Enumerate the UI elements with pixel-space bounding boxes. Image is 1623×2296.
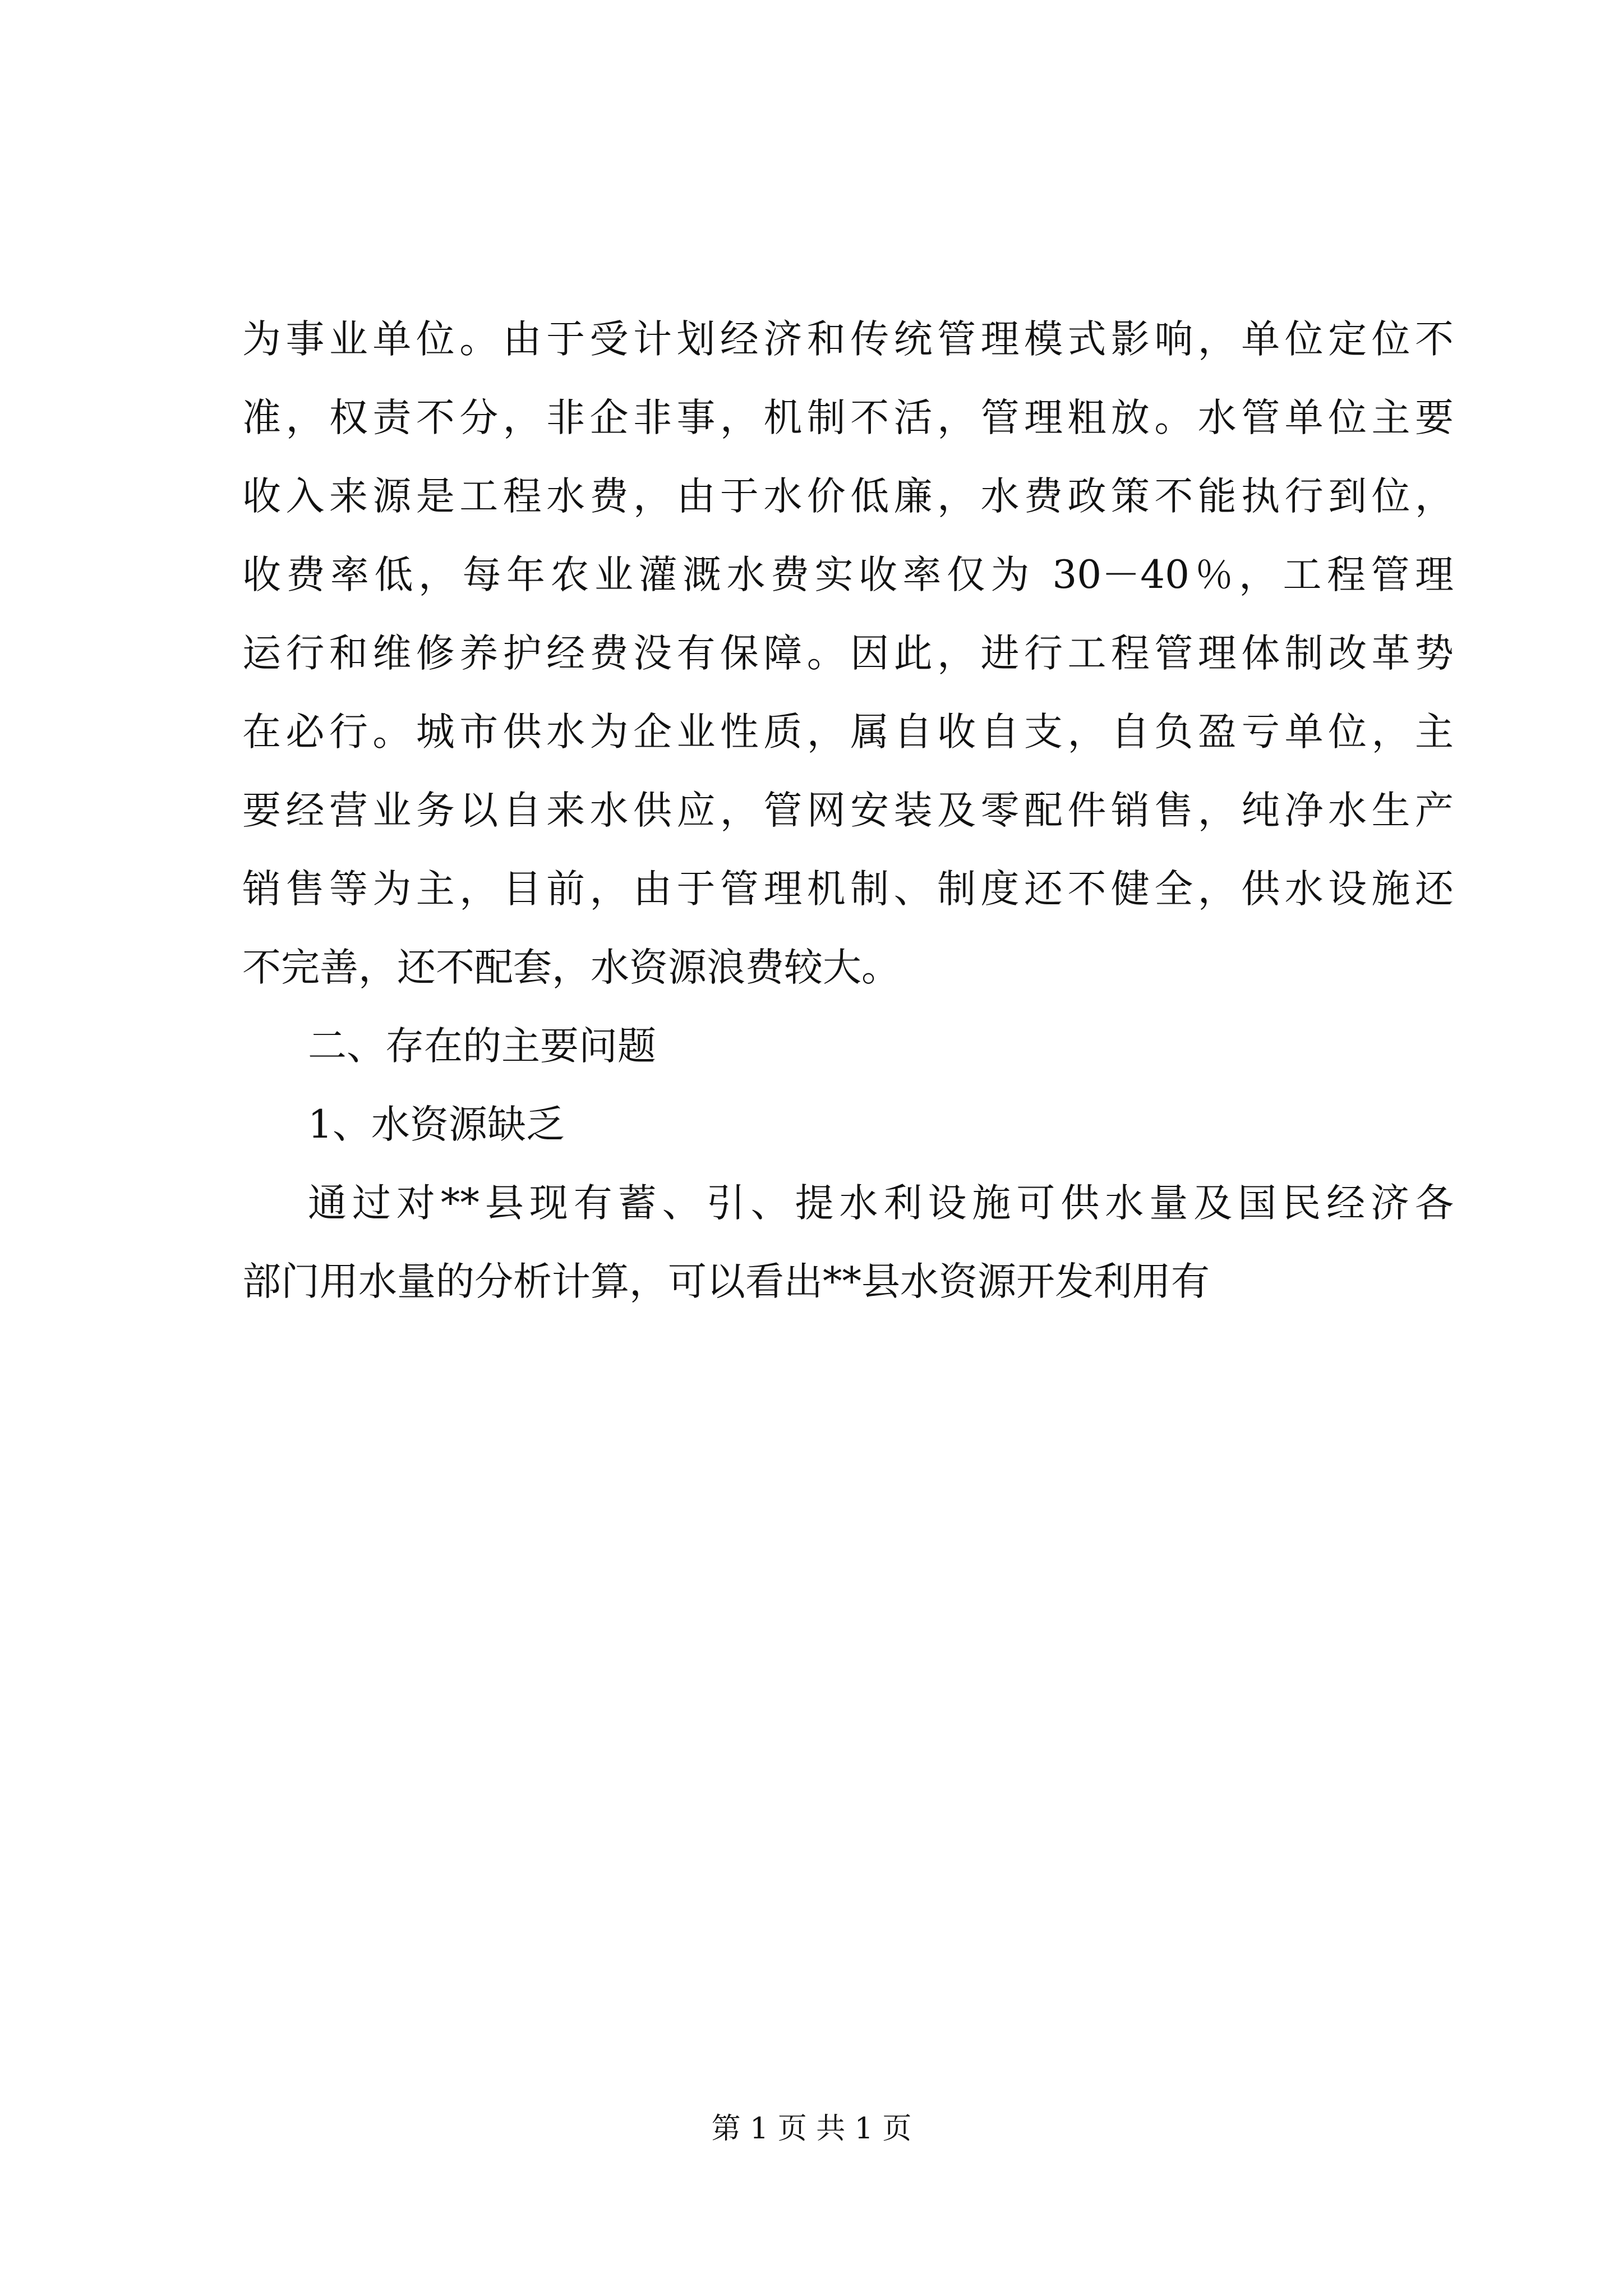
paragraph-1-line-7: 要经营业务以自来水供应，管网安装及零配件销售，纯净水生产 (242, 788, 1454, 833)
paragraph-1-line-2: 准，权责不分，非企非事，机制不活，管理粗放。水管单位主要 (242, 395, 1454, 440)
page-number-footer: 第 1 页 共 1 页 (711, 2112, 912, 2146)
paragraph-2-line-1: 通过对**县现有蓄、引、提水利设施可供水量及国民经济各 (308, 1181, 1454, 1226)
paragraph-1-line-3: 收入来源是工程水费，由于水价低廉，水费政策不能执行到位， (242, 474, 1454, 519)
paragraph-1-line-9: 不完善，还不配套，水资源浪费较大。 (242, 945, 900, 990)
paragraph-1-line-6: 在必行。城市供水为企业性质，属自收自支，自负盈亏单位，主 (242, 710, 1454, 754)
paragraph-1-line-1: 为事业单位。由于受计划经济和传统管理模式影响，单位定位不 (242, 317, 1454, 362)
section-heading: 二、存在的主要问题 (308, 1024, 656, 1069)
paragraph-1-line-5: 运行和维修养护经费没有保障。因此，进行工程管理体制改革势 (242, 631, 1454, 676)
paragraph-1-line-8: 销售等为主，目前，由于管理机制、制度还不健全，供水设施还 (242, 867, 1454, 912)
paragraph-1-line-4: 收费率低，每年农业灌溉水费实收率仅为 30－40％，工程管理 (242, 553, 1454, 597)
paragraph-2-line-2: 部门用水量的分析计算，可以看出**县水资源开发利用有 (242, 1259, 1210, 1304)
subsection-heading: 1、水资源缺乏 (308, 1102, 565, 1147)
